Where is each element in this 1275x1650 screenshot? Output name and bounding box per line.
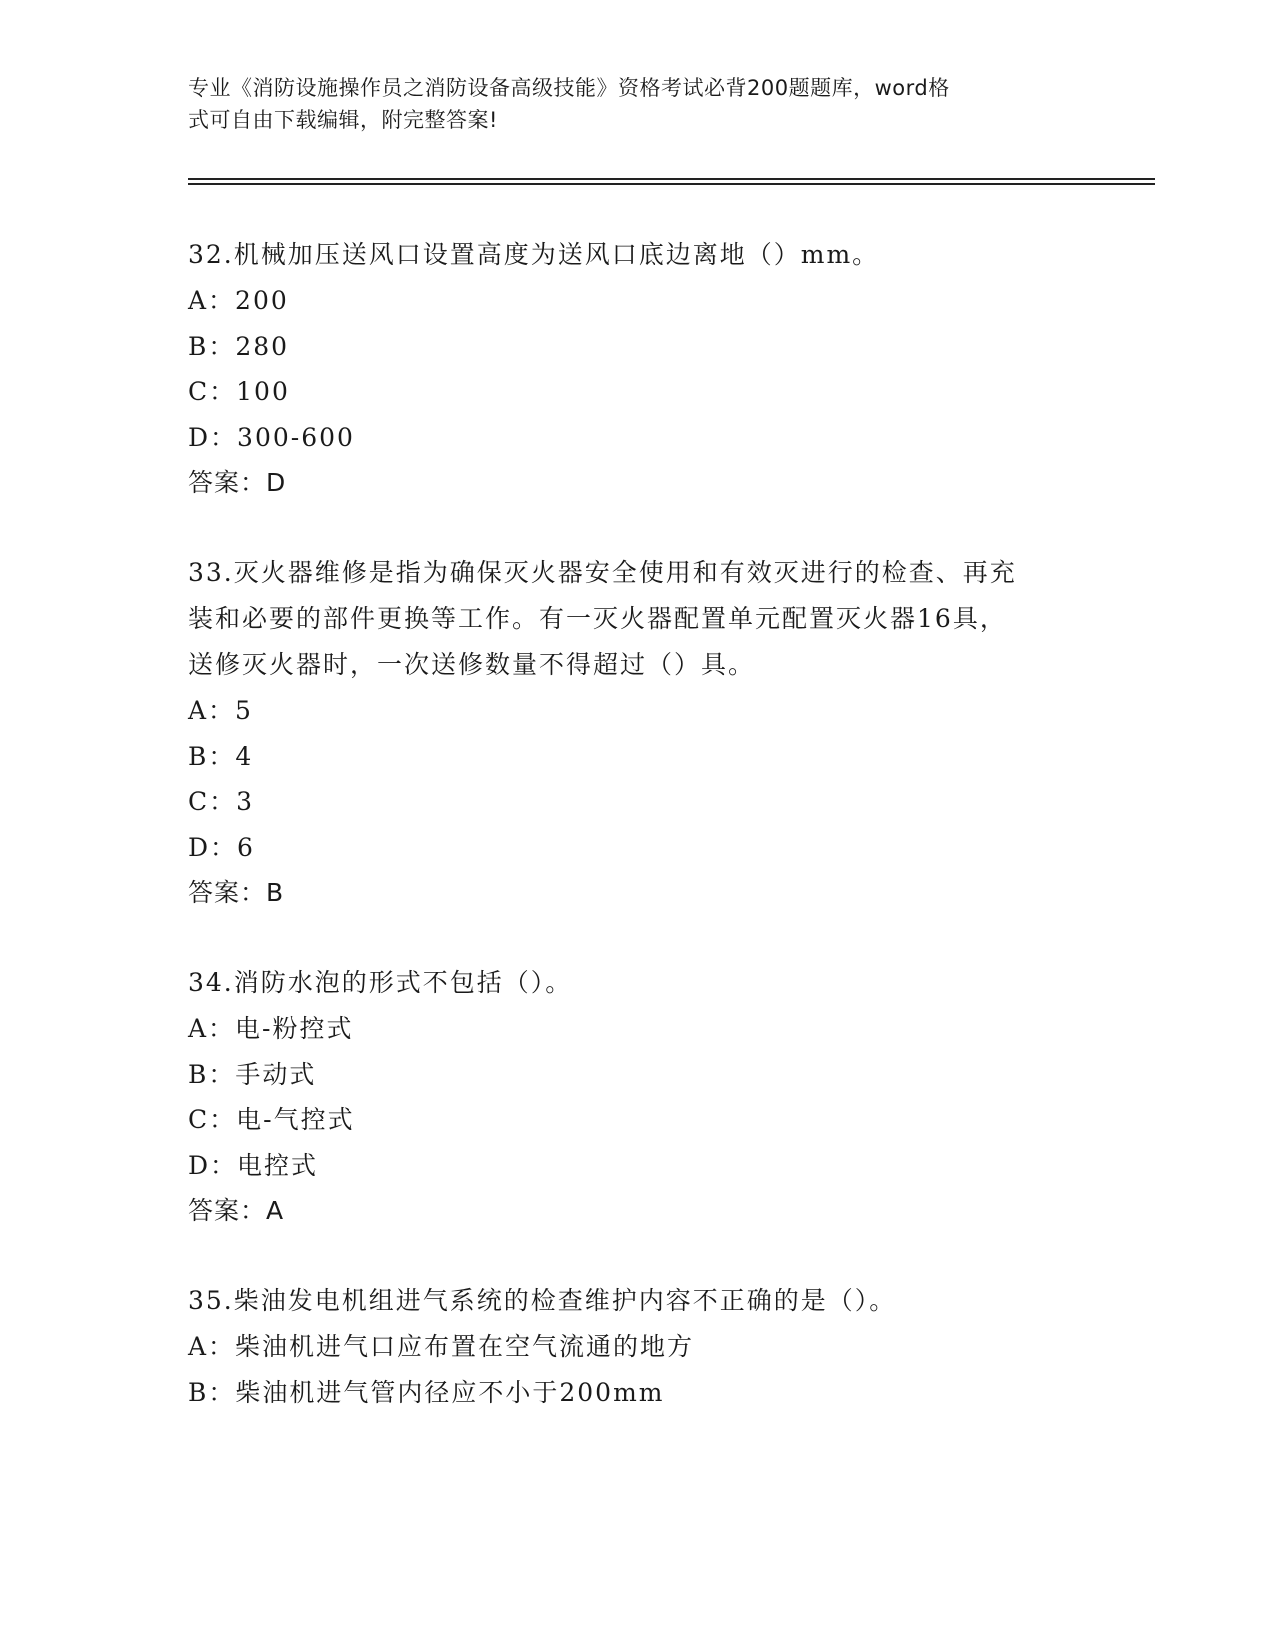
answer-option: A：5 (188, 696, 253, 725)
header-divider-bottom (188, 183, 1155, 185)
answer-key: 答案：A (188, 1196, 285, 1225)
question-text: 35.柴油发电机组进气系统的检查维护内容不正确的是（）。 (188, 1286, 897, 1315)
question-block (188, 232, 1088, 506)
answer-option: B：280 (188, 331, 290, 361)
answer-option: C：100 (188, 377, 290, 406)
answer-option: C：3 (188, 787, 255, 816)
question-text: 32.机械加压送风口设置高度为送风口底边离地（）mm。 (188, 240, 880, 269)
question-text: 装和必要的部件更换等工作。有一灭火器配置单元配置灭火器16具， (188, 604, 1007, 633)
header-line-2: 式可自由下载编辑，附完整答案! (188, 108, 498, 132)
answer-option: D：电控式 (188, 1150, 319, 1180)
question-text: 33.灭火器维修是指为确保灭火器安全使用和有效灭进行的检查、再充 (188, 558, 1017, 587)
header-line-1: 专业《消防设施操作员之消防设备高级技能》资格考试必背200题题库，word格 (188, 76, 950, 100)
answer-key: 答案：B (188, 878, 285, 907)
answer-option: D：300-600 (188, 422, 355, 452)
answer-key: 答案：D (188, 468, 287, 497)
answer-option: B：柴油机进气管内径应不小于200mm (188, 1377, 665, 1407)
answer-option: B：手动式 (188, 1059, 317, 1089)
page-header (188, 72, 1068, 136)
question-block (188, 1278, 1088, 1415)
question-list (188, 232, 1088, 1459)
answer-option: D：6 (188, 832, 255, 862)
question-text: 送修灭火器时，一次送修数量不得超过（）具。 (188, 650, 756, 679)
answer-option: A：柴油机进气口应布置在空气流通的地方 (188, 1332, 695, 1361)
answer-option: B：4 (188, 741, 254, 771)
header-divider-top (188, 178, 1155, 180)
question-text: 34.消防水泡的形式不包括（）。 (188, 968, 573, 997)
question-block (188, 550, 1088, 916)
answer-option: C：电-气控式 (188, 1105, 355, 1134)
answer-option: A：电-粉控式 (188, 1014, 354, 1043)
answer-option: A：200 (188, 286, 289, 315)
question-block (188, 960, 1088, 1234)
